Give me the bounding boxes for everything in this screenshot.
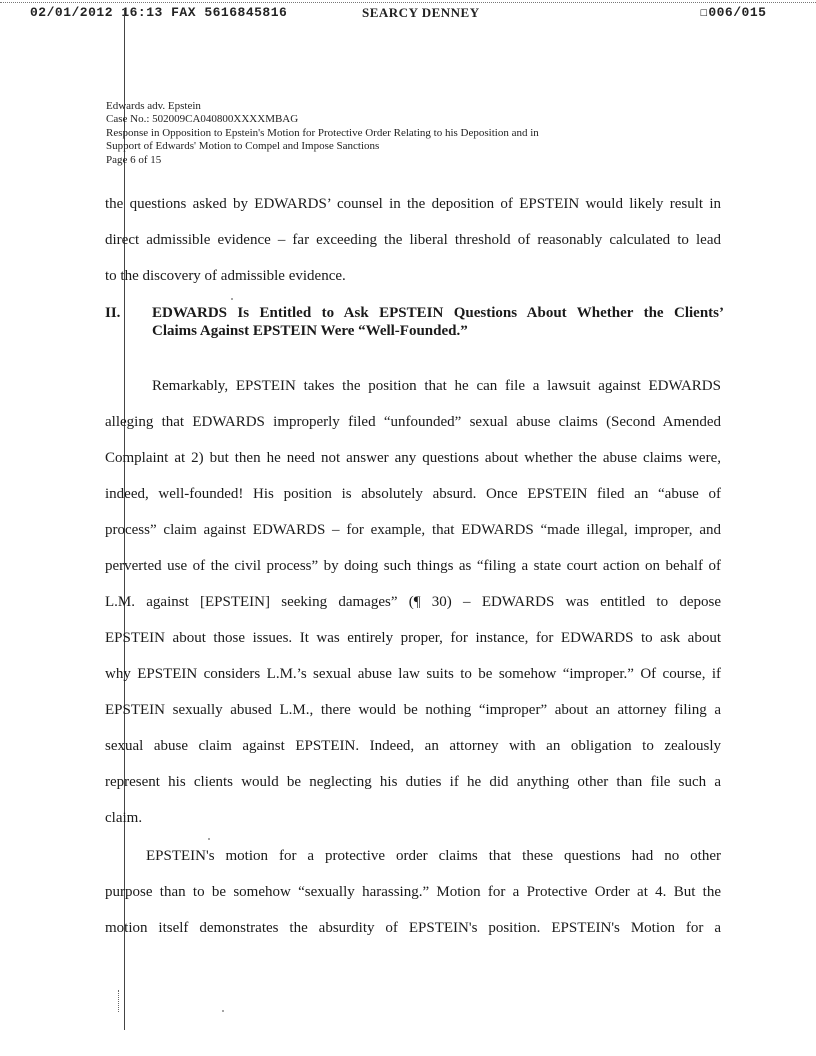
- fax-header-page-count: ☐006/015: [700, 5, 767, 20]
- body-line: EPSTEIN sexually abused L.M., there would be nothing “improper” about an attorney filing a: [105, 702, 721, 718]
- case-caption: [106, 100, 539, 167]
- body-line: purpose than to be somehow “sexually harassing.” Motion for a Protective Order at 4. But the: [105, 884, 721, 900]
- body-line: why EPSTEIN considers L.M.’s sexual abuse law suits to be somehow “improper.” Of course, if: [105, 666, 721, 682]
- section-number: II.: [105, 305, 121, 321]
- page-number: Page 6 of 15: [106, 153, 162, 166]
- body-line: motion itself demonstrates the absurdity of EPSTEIN's position. EPSTEIN's Motion for a: [105, 920, 721, 936]
- scan-margin-dots: [118, 990, 119, 1012]
- case-number: Case No.: 502009CA040800XXXXMBAG: [106, 113, 299, 126]
- fax-border-dots: [0, 2, 816, 3]
- body-line: the questions asked by EDWARDS’ counsel in the deposition of EPSTEIN would likely result in: [105, 196, 721, 212]
- fax-header-date-number: 02/01/2012 16:13 FAX 5616845816: [30, 5, 288, 20]
- body-line: claim.: [105, 810, 143, 826]
- body-line: perverted use of the civil process” by doing such things as “filing a state court action on behalf of: [105, 558, 721, 574]
- section-heading-line-1: EDWARDS Is Entitled to Ask EPSTEIN Questions About Whether the Clients’: [152, 305, 724, 321]
- body-line: represent his clients would be neglecting his duties if he did anything other than file such a: [105, 774, 721, 790]
- case-title: Edwards adv. Epstein: [106, 100, 201, 112]
- body-line: Complaint at 2) but then he need not answer any questions about whether the abuse claims were,: [105, 450, 721, 466]
- section-heading: [152, 304, 724, 340]
- body-line: Remarkably, EPSTEIN takes the position that he can file a lawsuit against EDWARDS: [152, 378, 721, 394]
- fax-header: [0, 5, 816, 23]
- document-title-line-2: Support of Edwards' Motion to Compel and Impose Sanctions: [106, 140, 380, 153]
- body-line: direct admissible evidence – far exceeding the liberal threshold of reasonably calculated to lead: [105, 232, 721, 248]
- fax-header-sender: SEARCY DENNEY: [362, 5, 480, 20]
- scan-speck: [222, 1010, 224, 1012]
- body-line: EPSTEIN's motion for a protective order claims that these questions had no other: [146, 848, 721, 864]
- section-heading-line-2: Claims Against EPSTEIN Were “Well-Founded.”: [152, 323, 468, 339]
- body-line: to the discovery of admissible evidence.: [105, 268, 346, 284]
- body-line: process” claim against EDWARDS – for example, that EDWARDS “made illegal, improper, and: [105, 522, 721, 538]
- body-line: indeed, well-founded! His position is absolutely absurd. Once EPSTEIN filed an “abuse of: [105, 486, 721, 502]
- body-line: alleging that EDWARDS improperly filed “unfounded” sexual abuse claims (Second Amended: [105, 414, 721, 430]
- body-line: sexual abuse claim against EPSTEIN. Indeed, an attorney with an obligation to zealously: [105, 738, 721, 754]
- scan-speck: [231, 298, 233, 300]
- body-line: L.M. against [EPSTEIN] seeking damages” (¶ 30) – EDWARDS was entitled to depose: [105, 594, 721, 610]
- scan-speck: [208, 838, 210, 840]
- document-title-line-1: Response in Opposition to Epstein's Motion for Protective Order Relating to his Deposition and in: [106, 126, 539, 139]
- body-line: EPSTEIN about those issues. It was entirely proper, for instance, for EDWARDS to ask about: [105, 630, 721, 646]
